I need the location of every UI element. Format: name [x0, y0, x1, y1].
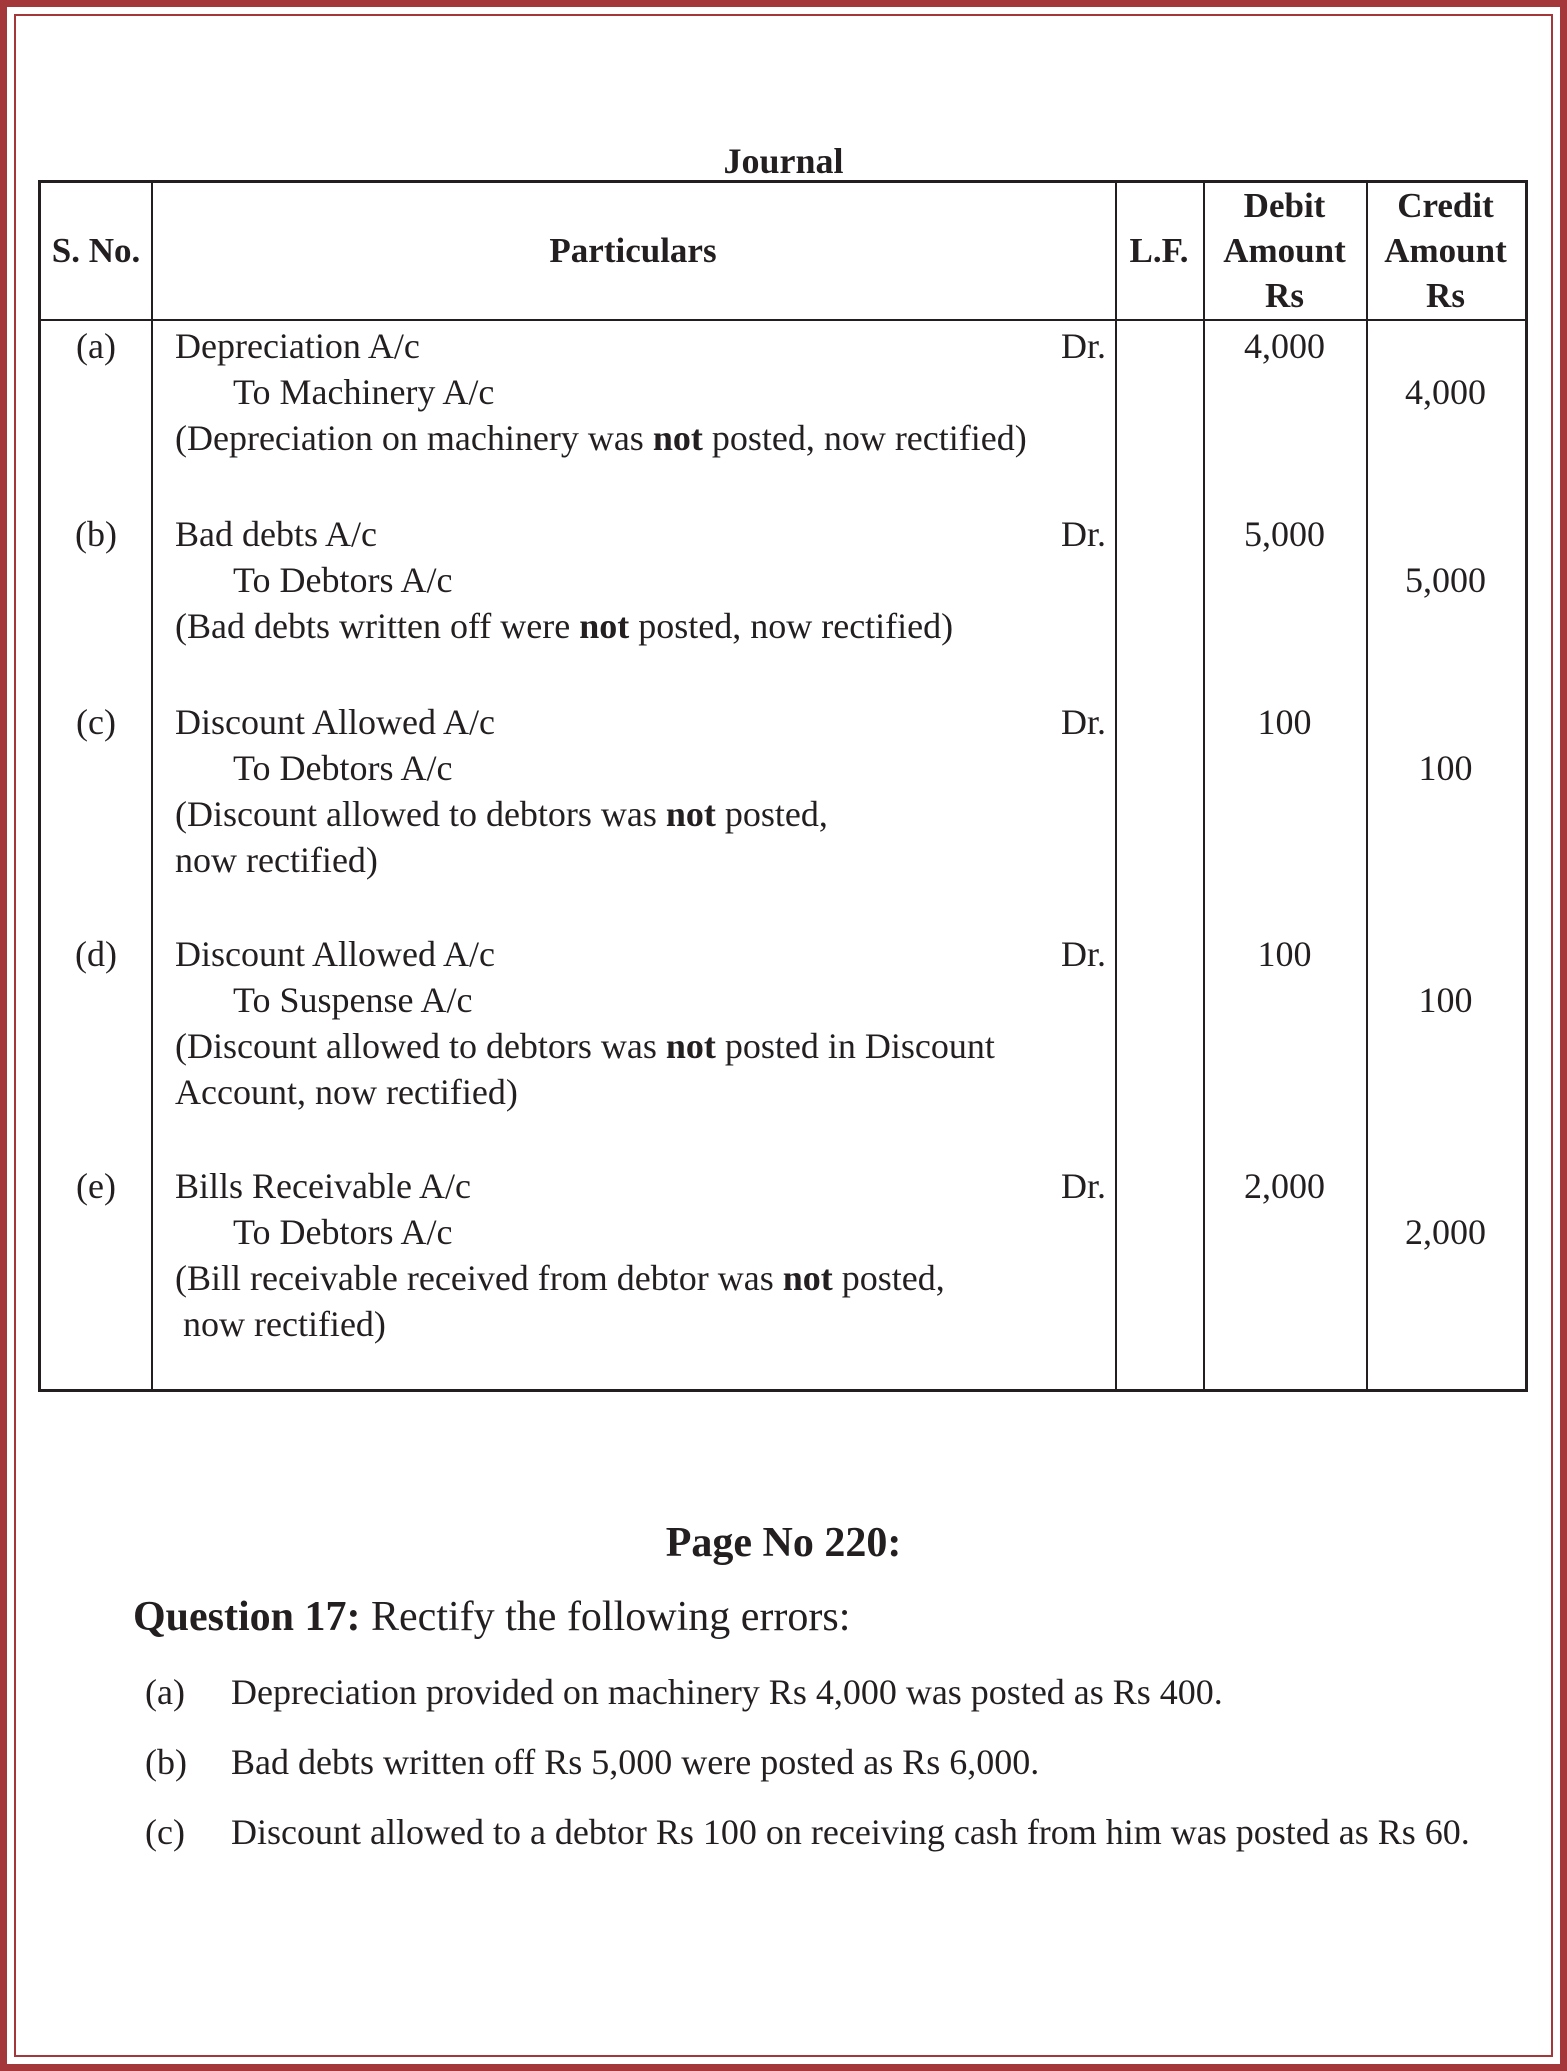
entry-a-credit-account: To Machinery A/c — [233, 372, 495, 412]
narration-text: posted in Discount — [715, 1026, 995, 1066]
entry-e-dr: Dr. — [1061, 1166, 1106, 1206]
narration-text: posted, — [832, 1258, 945, 1298]
narration-text: posted, — [715, 794, 828, 834]
header-debit-line2: Amount — [1223, 231, 1346, 270]
entry-e-credit-amount: 2,000 — [1405, 1212, 1486, 1252]
entry-a-debit-amount: 4,000 — [1244, 326, 1325, 366]
header-debit-line3: Rs — [1265, 276, 1304, 315]
header-particulars: Particulars — [549, 231, 717, 270]
header-credit-line1: Credit — [1397, 186, 1494, 225]
header-lf: L.F. — [1129, 231, 1189, 270]
entry-e-debit-account: Bills Receivable A/c — [175, 1166, 471, 1206]
entry-c-credit-amount: 100 — [1418, 748, 1473, 788]
entry-d-sno: (d) — [75, 934, 117, 974]
narration-text: posted, now rectified) — [702, 418, 1027, 458]
entry-e-narration — [175, 1255, 945, 1301]
entry-c-debit-amount: 100 — [1257, 702, 1312, 742]
question-item-text: Discount allowed to a debtor Rs 100 on receiving cash from him was posted as Rs 60. — [231, 1812, 1470, 1852]
header-credit-line3: Rs — [1426, 276, 1465, 315]
question-heading — [133, 1590, 850, 1644]
header-credit-line2: Amount — [1384, 231, 1507, 270]
col-divider-particulars — [1115, 183, 1117, 1389]
entry-b-narration — [175, 603, 953, 649]
question-text: Rectify the following errors: — [360, 1594, 851, 1640]
header-sno: S. No. — [51, 231, 141, 270]
entry-d-debit-account: Discount Allowed A/c — [175, 934, 495, 974]
question-item-label: (b) — [145, 1742, 187, 1782]
entry-c-narration — [175, 791, 828, 837]
narration-text: (Discount allowed to debtors was — [175, 794, 666, 834]
entry-d-dr: Dr. — [1061, 934, 1106, 974]
header-divider — [41, 319, 1525, 321]
entry-b-debit-amount: 5,000 — [1244, 514, 1325, 554]
entry-d-debit-amount: 100 — [1257, 934, 1312, 974]
journal-table — [38, 180, 1528, 1392]
question-item-text: Bad debts written off Rs 5,000 were posted as Rs 6,000. — [231, 1742, 1040, 1782]
entry-a-narration — [175, 415, 1027, 461]
entry-d-narration — [175, 1023, 995, 1069]
col-divider-sno — [151, 183, 153, 1389]
entry-c-credit-account: To Debtors A/c — [233, 748, 453, 788]
entry-e-debit-amount: 2,000 — [1244, 1166, 1325, 1206]
header-credit — [1366, 183, 1525, 318]
journal-title: Journal — [723, 141, 844, 181]
entry-e-narration-line2: now rectified) — [183, 1304, 386, 1344]
entry-a-sno: (a) — [76, 326, 116, 366]
narration-text: (Depreciation on machinery was — [175, 418, 653, 458]
question-item-label: (a) — [145, 1672, 185, 1712]
entry-d-credit-amount: 100 — [1418, 980, 1473, 1020]
entry-e-sno: (e) — [76, 1166, 116, 1206]
entry-b-dr: Dr. — [1061, 514, 1106, 554]
entry-b-credit-account: To Debtors A/c — [233, 560, 453, 600]
header-debit-line1: Debit — [1243, 186, 1326, 225]
narration-bold: not — [665, 794, 716, 834]
entry-a-debit-account: Depreciation A/c — [175, 326, 420, 366]
header-debit — [1203, 183, 1366, 318]
entry-a-dr: Dr. — [1061, 326, 1106, 366]
narration-text: (Bad debts written off were — [175, 606, 580, 646]
narration-bold: not — [579, 606, 630, 646]
entry-b-credit-amount: 5,000 — [1405, 560, 1486, 600]
entry-c-narration-line2: now rectified) — [175, 840, 378, 880]
entry-d-credit-account: To Suspense A/c — [233, 980, 473, 1020]
entry-c-sno: (c) — [76, 702, 116, 742]
entry-d-narration-line2: Account, now rectified) — [175, 1072, 518, 1112]
entry-b-sno: (b) — [75, 514, 117, 554]
narration-text: posted, now rectified) — [629, 606, 954, 646]
narration-text: (Bill receivable received from debtor was — [175, 1258, 783, 1298]
page-number-heading: Page No 220: — [665, 1520, 902, 1566]
question-item-text: Depreciation provided on machinery Rs 4,000 was posted as Rs 400. — [231, 1672, 1223, 1712]
entry-e-credit-account: To Debtors A/c — [233, 1212, 453, 1252]
narration-bold: not — [782, 1258, 833, 1298]
narration-text: (Discount allowed to debtors was — [175, 1026, 666, 1066]
entry-c-dr: Dr. — [1061, 702, 1106, 742]
narration-bold: not — [665, 1026, 716, 1066]
question-item-label: (c) — [145, 1812, 185, 1852]
entry-b-debit-account: Bad debts A/c — [175, 514, 377, 554]
entry-c-debit-account: Discount Allowed A/c — [175, 702, 495, 742]
entry-a-credit-amount: 4,000 — [1405, 372, 1486, 412]
question-label: Question 17: — [133, 1594, 361, 1640]
narration-bold: not — [652, 418, 703, 458]
